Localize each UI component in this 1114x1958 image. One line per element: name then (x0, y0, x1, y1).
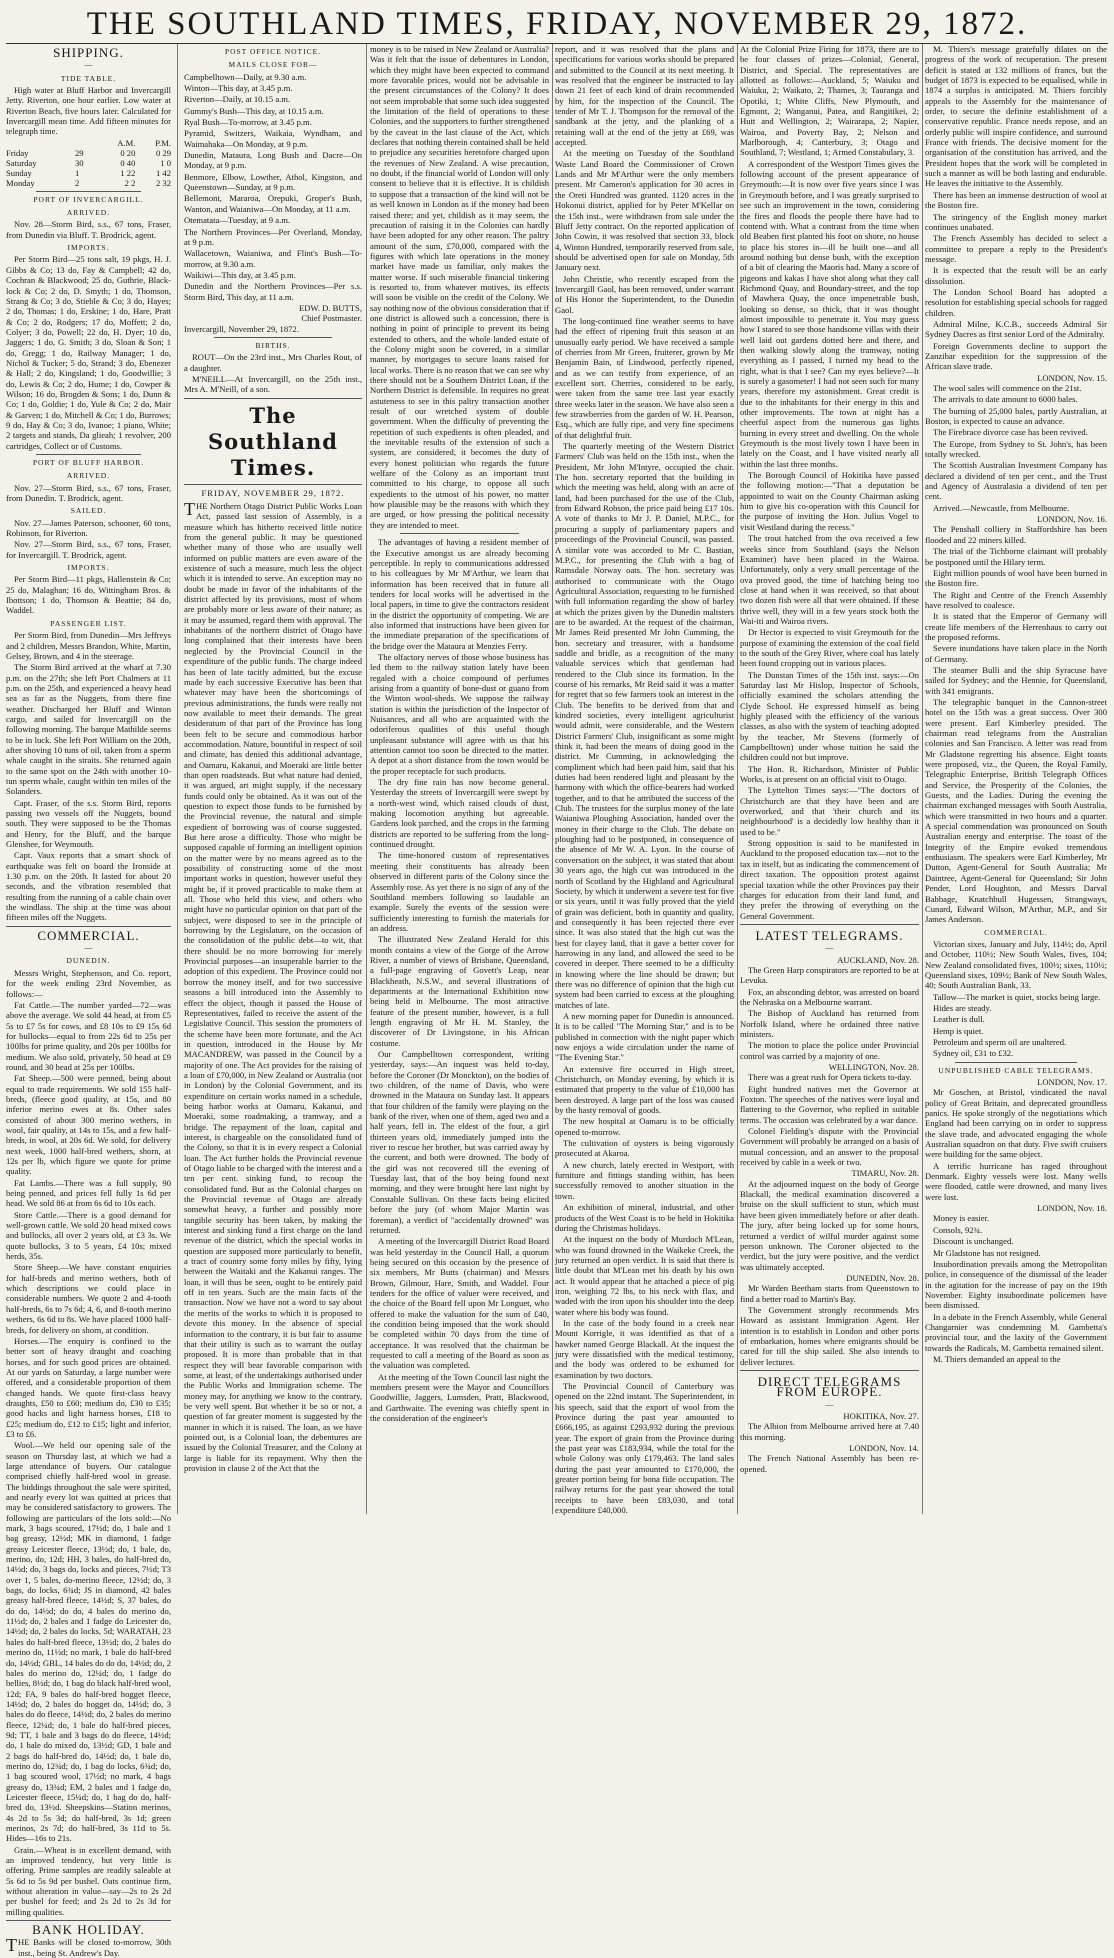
paragraph: A new church, lately erected in Westport, with furniture and fittings standing within, has been successfully removed to another situation in the town. (555, 1159, 734, 1201)
paragraph: M'NEILL—At Invercargill, on the 25th inst., Mrs A. M'Neill, of a son. (184, 373, 362, 395)
paragraph: Arrived.—Newcastle, from Melbourne. (933, 502, 1070, 513)
paragraph: The cultivation of oysters is being vigorously prosecuted at Akaroa. (555, 1138, 734, 1159)
divider (400, 533, 519, 534)
paragraph: Strong opposition is said to be manifested in Auckland to the proposed education tax—not to the tax in itself, but as indicating the commencement of direct taxation. The opposition protest against special taxation while the other Provinces pay their charges for education from their land fund, and they prefer the throwing of everything on the General Government. (740, 838, 919, 921)
paragraph: Insubordination prevails among the Metropolitan police, in consequence of the dismissal of the leader in the agitation for the increase of pay on the 19th November. Eighty insubordinate policemen have been dismissed. (925, 1258, 1107, 1311)
paragraph: The olfactory nerves of those whose business has led them to the railway station lately have been regaled with a choice compound of perfumes arising from a quantity of bone-dust or guano from the Winton wool-sheds. We suppose the railway station is within the jurisdiction of the Inspector of Nuisances, and all who are acquainted with the odoriferous qualities of this useful though unpleasant substance will agree with us that his attention cannot too soon be directed to the matter. A depot at a short distance from the town would be the proper receptacle for such products. (370, 651, 549, 776)
dateline: LONDON, Nov. 16. (1037, 514, 1107, 525)
paragraph: Leather is dull. (933, 1014, 985, 1025)
paragraph: The long-continued fine weather seems to have had the effect of ripening fruit this season at an unusually early period. We have received a sample of cherries from Mr Green, fruiterer, grown by Mr Benjamin Bain, of Lindwood, perfectly ripened, and as we can testify from experience, of an excellent sort. Cherries, considered to be early, were taken from the same tree last year exactly three weeks later in the season. We have also seen a few strawberries from the garden of W. H. Pearson, Esq., which are fully ripe, and very fine specimens of that delightful fruit. (555, 315, 734, 440)
table-row (6, 168, 171, 178)
mail-item: Otematata—Tuesday, at 9 a.m. (184, 215, 291, 226)
mail-item: Campbelltown—Daily, at 9.30 a.m. (184, 71, 307, 82)
table-row (6, 178, 171, 188)
masthead: THE SOUTHLAND TIMES, FRIDAY, NOVEMBER 29, 1872. (86, 6, 1028, 42)
paragraph: Store Cattle.—There is a good demand for well-grown cattle. We sold 20 head mixed cows and bullocks, all over 2 years old, at £3 3s. We quote bullocks, 3 to 5 years, £4 10s; mixed herds, 35s. (6, 1209, 171, 1262)
paragraph: Fox, an absconding debtor, was arrested on board the Nebraska on a Melbourne warrant. (740, 986, 919, 1007)
paragraph: Sydney oil, £31 to £32. (933, 1048, 1014, 1059)
column-1 (6, 44, 171, 1958)
paragraph: The quarterly meeting of the Western District Farmers' Club was held on the 15th inst., when the President, Mr John M'Intyre, occupied the chair. The hon. secretary reported that the building in which the meeting was held, along with an acre of land, had been purchased for the use of the Club, from Edward Robson, the price paid being £17 10s. A vote of thanks to Mr J. P. Daniel, M.P.C., for procuring a supply of parliamentary papers and proceedings of the Provincial Council, was passed. A similar vote was accorded to Mr C. Bastian, M.P.C., for presenting the Club with a bag of Ramsdale Norway oats. The hon. secretary was authorised to communicate with the Otago Agricultural Association, requesting to be furnished with full information regarding the show of barley at which the prizes given by the Dunedin maltsters are to be awarded. At the request of the chairman, Mr James Reid presented Mr John Cumming, the hon. secretary and treasurer, with a handsome saddle and bridle, as a recognition of the many valuable services which that gentleman had rendered to the Club since its formation. In the course of his remarks, Mr Reid said it was a matter for regret that so few farmers took an interest in the Club. The benefits to be derived from that and kindred societies, every intelligent agriculturist would admit, were considerable, and the Western District Farmers' Club, insignificant as some might think it, had been the means of doing good in the district. Mr Cumming, in acknowledging the compliment which had been paid him, said that his duties had been rendered light and pleasant by the harmony with which the office-bearers had worked together, and to that he attributed the success of the Club. The trustees for the surplus money of the late Waianiwa Ploughing Association, handed over the money in their charge to the Club. The debate on ploughing had to be postponed, in consequence of the absence of Mr W. A. Lyon. In the course of conversation on the subject, it was stated that about 30 years ago, the high cut was introduced in the north of Scotland by the Highland and Agricultural Society, by which it underwent a severe test for five or six years, until it was fully proved that the yield of grain was deficient, both in quantity and quality, and consequently it has been rejected there ever since. It was also stated that the high cut was the best for clayey land, that it gave a better cover for harrowing in any land, and allowed the seed to be covered in deeper. There seemed to be a difficulty in knowing where the line should be drawn; but there was no difference of opinion that the high cut system had been carried to excess at the ploughing matches of late. (555, 441, 734, 1010)
column-6 (925, 44, 1107, 1514)
paragraph: Eight million pounds of wool have been burned in the Boston fire. (925, 567, 1107, 589)
paragraph: The trout hatched from the ova received a few weeks since from Southland (says the Nelson Examiner) have been placed in the Wairoa. Unfortunately, only a very small percentage of the ova proved good, the time of hatching being too close at hand when it was received, so that about two dozen fish were all that were obtained. If these thrive well, they will in a few years stock both the Wai-iti and Wairoa rivers. (740, 533, 919, 626)
paragraph: The Firebrace divorce case has been revived. (933, 427, 1088, 438)
paragraph: ROUT—On the 23rd inst., Mrs Charles Rout, of a daughter. (184, 352, 362, 373)
subheading: IMPORTS. (67, 563, 110, 573)
paragraph: report, and it was resolved that the plans and specifications for various works should be prepared and submitted to the Council at its next meeting. It was resolved that the engineer be instructed to lay down 21 feet of each kind of drain recommended by him, for the inspection of the Council. The tender of Mr T. J. Thompson for the removal of the sandbank at the jetty, and the planking of a retaining wall at the end of the jetty at £69, was accepted. (555, 44, 734, 148)
paragraph: Mr Warden Beetham starts from Queenstown to find a better road to Martin's Bay. (740, 1283, 919, 1304)
paragraph: The time-honored custom of representatives meeting their constituents has already been observed in different parts of the Colony since the Assembly rose. As yet there is no sign of any of the Southland members following so laudable an example. Surely the events of the session were sufficiently interesting to furnish the materials for an address. (370, 850, 549, 933)
paragraph: Grain.—Wheat is in excellent demand, with an improved tendency, but very little is offering. Prime samples are readily saleable at 5s 6d to 5s 9d per bushel. Oats continue firm, without alteration in value—say—2s to 2s 2d per bushel for feed; and 2s 2d to 2s 3d for milling qualities. (6, 1844, 171, 1917)
paragraph: An exhibition of mineral, industrial, and other products of the West Coast is to be held in Hokitika during the Christmas holidays. (555, 1202, 734, 1233)
paper-title: The Southland Times. (208, 402, 338, 480)
dateline: FRIDAY, NOVEMBER 29, 1872. (201, 487, 345, 498)
paragraph: Fat Lambs.—There was a full supply, 90 being penned, and prices fell fully 1s 6d per head. We sold 86 at from 6s 6d to 10s each. (6, 1177, 171, 1209)
paragraph: Foreign Governments decline to support the Zanzibar expedition for the suppression of the African slave trade. (925, 340, 1107, 372)
mail-item: Bellemont, Mararoa, Orepuki, Groper's Bush, Wanton, and Waianiwa—On Monday, at 11 a.m. (184, 193, 362, 214)
paragraph: The telegraphic banquet in the Cannon-street hotel on the 15th was a great success. Over 300 were present. Earl Kimberley presided. The chairman read telegrams from the Australian colonies and San Francisco. A letter was read from Mr Gladstone regretting his absence. Eight toasts were proposed, viz., the Queen, the Royal Family, Telegraphic Enterprise, British Telegraph Offices and Service, the Prosperity of the Colonies, the Guests, and the Ladies. During the evening the chairman exchanged messages with South Australia, which were transmitted in two hours and a quarter. A special commendation was pronounced on South Australian energy and enterprise. The toast of the Integrity of the Empire evoked tremendous enthusiasm. The speakers were Earl Kimberley, Mr Dutton, Agent-General for South Australia; Mr Daintree, Agent-General for Queensland; Sir John Pender, Lord Houghton, and Messrs Darval Babbage, Knatchbull Hugessen, Strangways, Cunard, Edward Wilson, M'Arthur, M.P., and Sir James Anderson. (925, 696, 1107, 925)
paragraph: Nov. 27—James Paterson, schooner, 60 tons, Robinson, for Riverton. (6, 517, 171, 539)
paragraph: The burning of 25,000 bales, partly Australian, at Boston, is expected to cause an advance. (925, 405, 1107, 427)
paragraph: The Europe, from Sydney to St. John's, has been totally wrecked. (925, 438, 1107, 460)
paragraph: John Christie, who recently escaped from the Invercargill Gaol, has been removed, under warrant of His Honor the Superintendent, to the Dunedin Gaol. (555, 273, 734, 315)
paragraph: The arrivals to date amount to 6000 bales. (933, 394, 1078, 405)
subheading: MAILS CLOSE FOR— (228, 60, 318, 70)
paragraph: Our Campbelltown correspondent, writing yesterday, says:—An inquest was held to-day, before the Coroner (Dr Monckton), on the bodies of two children, of the name of Davis, who were drowned in the Mataura on Sunday last. It appears that four children of the family were playing on the bank of the river, when one of them, aged two and a half years, fell in. The eldest of the four, a girl thirteen years old, immediately jumped into the river to rescue her brother, but was carried away by the current, and both were drowned. The body of the girl was not recovered till the evening of Tuesday last, that of the boy being found next morning, and they were brought here last night by Constable Sullivan. On these facts being elicited before the jury (of whom Major Martin was foreman), a verdict of "accidentally drowned" was returned. (370, 1049, 549, 1235)
editorial-paragraph: THE Northern Otago District Public Works Loan Act, passed last session of Assembly, is a measure which has hitherto received little notice from the general public. It may be questioned whether many of those who are usually well informed on public matters are even aware of the existence of such a measure, much less the object which it is intended to serve. An exception may no doubt be made in favor of the inhabitants of the district affected by its provisions, most of whom are probably more or less aware of their nature; as it may be assumed, regard them with approval. The inhabitants of the northern district of Otago have long complained that their interests have been neglected by the Provincial Council in the expenditure of the public funds. The charge indeed has been of late tacitly admitted, but the excuse made by each successive Executive has been that whatever may have been the shortcomings of previous administrations, the funds were really not now available to meet their demands. The great desideratum of that part of the Province has long been felt to be secure and commodious harbor accommodation. Nature, bountiful in respect of soil and climate, has denied this additional advantage, and Oamaru, Kakanui, and Moeraki are little better than open roadsteads. But what nature had denied, it was argued, art might supply, if the necessary funds could only be obtained. As it was out of the question to expect those funds to be furnished by the Provincial revenue, the natural and simple expedient of borrowing was of course suggested. But here arose a difficulty. Those who might be supposed capable of forming an intelligent opinion on the matter were by no means agreed as to the possibility of constructing some of the most important works in question, however useful they might be, if it proved practicable to make them at all. Those who held this view, and others who might have no particular opinion on that part of the subject, were disposed to see in the principle of borrowing by the Legislature, on the occasion of the consolidation of the public debt—to wit, that there should be no more borrowing for merely Provincial purposes—an insuperable barrier to the adoption of this expedient. The Province could not borrow the money itself, and for two successive seasons a bill introduced into the Assembly to effect the object, though it passed the House of Representatives, failed to receive the assent of the Legislative Council. This session the promoters of the scheme have been more fortunate, and the Act in question, introduced in the House by Mr MACANDREW, was passed in the Council by a majority of one. The Act provides for the raising of a loan of £70,000, in New Zealand or Australia (not in London) by the Colonial Government, and its expenditure on certain works named in a schedule, being harbor works at Oamaru, Kakanui, and Moeraki, some roadmaking, a tramway, and a bridge. The repayment of the loan, capital and interest, is chargeable on the consolidated fund of the Colony, so that it is in every respect a Colonial loan. The Act further holds the Provincial revenue of Otago liable to be charged with the interest and a ten per cent. sinking fund, to recoup the consolidated fund. But as the Colonial charges on the Provincial revenue of Otago are already somewhat heavy, a further and possibly more tangible security has been taken, by making the interest and sinking fund a first charge on the land revenue of the district, which the special works in question are supposed more particularly to benefit, a tract of country some forty miles by fifty, lying between the Waitaki and the Kakanui ranges. The loan, it will thus be seen, ought to be entirely paid off in ten years. Such are the main facts of the transaction. Now we have not a word to say about the merits of the works to which it is proposed to devote this money. In the absence of special information to the contrary, it is but fair to assume that their utility is such as to warrant the outlay proposed. It is more than probable that in that respect they will bear favorable comparison with some, at least, of the undertakings authorised under the Public Works and Immigration scheme. The money may, for anything we know to the contrary, be very well spent. But whether it be so or not, a question of far greater moment is suggested by the manner in which it is raised. The loan, as we have pointed out, is a Colonial loan, the debentures are issued by the Colonial Treasurer, and the Colony at large is liable for its repayment. Why then the provision in clause 2 of the Act that the (184, 499, 362, 1473)
paragraph: Tallow—The market is quiet, stocks being large. (933, 991, 1101, 1002)
divider: — (825, 1399, 834, 1409)
paragraph: Per Storm Bird, from Dunedin—Mrs Jeffreys and 2 children, Messrs Brandon, White, Martin, Gelsey, Brown, and 4 in the steerage. (6, 630, 171, 661)
paragraph: The illustrated New Zealand Herald for this month contains a view of the Gorge of the Arrow River, a number of views of Brisbane, Queensland, a full-page engraving of Govett's Leap, near Blackheath, N.S.W., and several illustrations of departments at the International Exhibition now being held in Melbourne. The most attractive feature of the present number, however, is a full length engraving of Mr H. M. Stanley, the discoverer of Dr Livingstone, in his African costume. (370, 934, 549, 1048)
paragraph: In the case of the body found in a creek near Mount Korrigle, it was identified as that of a hawker named George Blackall. At the inquest the jury were dissatisfied with the medical testimony, and the body was ordered to be exhumed for examination by two doctors. (555, 1317, 734, 1380)
dateline: LONDON, Nov. 17. (1037, 1077, 1107, 1087)
paragraph: Per Storm Bird—11 pkgs, Hallenstein & Co; 25 do, Malaghan; 16 do, Wittingham Bros. & Ibottson; 1 do, Thomson & Beattie; 84 do, Waddel. (6, 574, 171, 616)
paragraph: In a debate in the French Assembly, while General Changarnier was condemning M. Gambetta's provincial tour, and the laxity of the Government towards the Radicals, M. Gambetta remained silent. (925, 1311, 1107, 1353)
section-heading: PORT OF INVERCARGILL. (33, 194, 144, 204)
column-2 (184, 44, 362, 1514)
divider: — (825, 943, 834, 953)
paragraph: The Storm Bird arrived at the wharf at 7.30 p.m. on the 27th; she left Port Chalmers at 11 p.m. on the 25th, and experienced a heavy head sea as far as the Nuggets, from there fine weather. Discharged her Bluff and Winton cargo, and sailed for Invercargill on the following morning. The barque Mathilde seems to be in luck. She left Port William on the 20th, after shoving 10 tuns of oil, taken from a sperm whale caught in the straits. She returned again to the same spot on the 24th with another 10-tun sperm whale, caught within ten miles of the Solanders. (6, 662, 171, 797)
paragraph: An extensive fire occurred in High street, Christchurch, on Monday evening, by which it is estimated that property to the value of £10,000 has been destroyed. A large part of the loss was caused by the hasty removal of goods. (555, 1063, 734, 1116)
paragraph: The wool sales will commence on the 21st. (933, 383, 1082, 393)
shipping-heading: SHIPPING. (53, 45, 124, 60)
paragraph: Consols, 92¾. (933, 1224, 983, 1235)
paragraph: The Lyttelton Times says:—"The doctors of Christchurch are that they have been and are overworked, and that 'their church and its neighbourhood' is a decidedly low healthy than it used to be." (740, 785, 919, 837)
paragraph: Messrs Wright, Stephenson, and Co. report, for the week ending 23rd November, as follows:— (6, 967, 171, 999)
paragraph: It is expected that the result will be an early dissolution. (925, 265, 1107, 286)
paragraph: A terrific hurricane has raged throughout Denmark. Eighty vessels were lost. Many wells were flooded, cattle were drowned, and many lives were lost. (925, 1160, 1107, 1202)
paragraph: M. Thiers demanded an appeal to the (933, 1353, 1061, 1364)
paragraph: The Dunstan Times of the 15th inst. says:—On Saturday last Mr Hislop, Inspector of Schools, officially examined the scholars attending the Clyde School. He expressed himself as being highly pleased with the efficiency of the various classes, as also with the system of teaching adopted by the teacher, Mr Stevens (formerly of Campbelltown) under whose tuition he said the children could not but improve. (740, 669, 919, 763)
paragraph: Eight hundred natives met the Governor at Foxton. The speeches of the natives were loyal and flattering to the Governor, who replied in suitable terms. The occasion was celebrated by a war dance. (740, 1083, 919, 1125)
divider (184, 398, 362, 399)
paragraph: Severe inundations have taken place in the North of Germany. (925, 643, 1107, 664)
divider (6, 926, 171, 927)
births-heading: BIRTHS. (255, 340, 291, 350)
column-divider (177, 44, 178, 1514)
editorial-paragraph: money is to be raised in New Zealand or Australia? Was it felt that the issue of debentures in London, which they might have been expected to command more favorable prices, would not be advisable in the present circumstances of the Colony? It does not seem improbable that some such idea suggested the limitation of the field of operations to these Colonies, and the supporters to further strengthened by the caveat in the last clause of the Act, which declares that nothing therein contained shall be held to prejudice any securities heretofore charged upon the revenues of New Zealand. A wise precaution, no doubt, if the financial world of London will only consent to believe that it is effective. It is childish to suppose that a transaction of the kind will not be as well known in London as if the money had been raised there; and yet, childish as it may seem, the precaution of raising it in the Colonies can hardly have been adopted for any other reason. The paltry amount of the sum, £70,000, compared with the figures with which late operations in the money market have made us familiar, only makes the matter worse. If such miserable financial tinkering is resorted to, from whatever motives, its effects will soon be visible on the credit of the Colony. We say nothing now of the obvious consideration that if one district is allowed such a concession, there is nothing in point of principle to prevent its being extended to others, and the whole landed estate of the Colony might soon be covered, in a similar manner, by mortgages to secure loans raised for local works. There is no reason that we can see why there should not be a Southern District Loan, if the Northern District is defensible. In requires no great astuteness to see in this paltry transaction another result of our wretched system of double government. When the difficulty of preventing the repetition of such expedients is often pleaded, and the inevitable results of the extension of such a system, are considered, it becomes the duty of every honest politician who regards the future welfare of the Colony as an important trust committed to his charge, to oppose all such expedients to the utmost of his power, no matter how plausible may be the reasons with which they are urged, or how pressing the political necessity they are intended to meet. (370, 44, 550, 530)
paragraph: Mr Goschen, at Bristol, vindicated the naval policy of Great Britain, and deprecated groundless panics. He spoke strongly of the negotiations which England had been carrying on in order to suppress the slave trade, and advocated engaging the whole Australian squadron on that duty. Five swift cruisers were building for the same object. (925, 1087, 1107, 1160)
paragraph: Mr Gladstone has not resigned. (933, 1247, 1041, 1258)
mail-item: Dunedin and the Northern Provinces—Per s.s. Storm Bird, This day, at 11 a.m. (184, 281, 362, 302)
paragraph: The stringency of the English money market continues unabated. (925, 211, 1107, 232)
divider (740, 924, 919, 925)
paragraph: Nov. 27—Storm Bird, s.s., 67 tons, Fraser, from Dunedin. T. Brodrick, agent. (6, 482, 171, 504)
column-5 (740, 44, 919, 1514)
subheading: SAILED. (70, 506, 107, 516)
subheading: IMPORTS. (67, 243, 110, 253)
paragraph: The Green Harp conspirators are reported to be at Levuka. (740, 964, 919, 986)
paragraph: Fat Cattle.—The number yarded—72—was above the average. We sold 44 head, at from £5 5s to £7 5s for cows, and £8 10s to £9 15s 6d for bullocks—equal to from 22s 6d to 25s per 100lbs for prime quality, and 20s per 100lbs for medium. We also sold, privately, 50 head at £9 round, and 30 head at 25s per 100lbs. (6, 999, 171, 1072)
table-row (6, 158, 171, 168)
commercial-heading: COMMERCIAL. (984, 927, 1048, 937)
column-4 (555, 44, 734, 1514)
column-divider (737, 44, 738, 1514)
table-row (6, 148, 171, 158)
tide-header-row (6, 138, 171, 148)
subheading: DUNEDIN. (66, 956, 111, 966)
paragraph: The Scottish Australian Investment Company has declared a dividend of ten per cent., and the Trust and Agency of Australasia a dividend of ten per cent. (925, 460, 1107, 502)
direct-telegrams-heading: DIRECT TELEGRAMS FROM EUROPE. (757, 1373, 902, 1400)
paragraph: Victorian sixes, January and July, 114½; do, April and October, 110½; New South Wales, fives, 104; New Zealand consolidated fives, 100½; sixes, 110½; Queensland sixes, 109½; Bank of New South Wales, 40; South Australian Bank, 33. (925, 938, 1107, 991)
paragraph: There has been an immense destruction of wool at the Boston fire. (925, 189, 1107, 211)
tide-pm: 1 42 (155, 167, 171, 178)
paragraph: At the Colonial Prize Firing for 1873, there are to be four classes of prizes—Colonial, General, District, and Special. The representatives are allotted as follows:—Auckland, 5; Waiuku and Waiuku, 2; Waikato, 2; Thames, 3; Tauranga and Opotiki, 1; White Cliffs, New Plymouth, and Egmont, 2; Wanganui, Patea, and Rangitikei, 2; Hutt and Wellington, 2; Wairarapa, 2; Napier, Wairoa, and Poverty Bay, 2; Nelson and Marlborough, 4; Canterbury, 3; Otago and Southland, 7; Westland, 1; Armed Constabulary, 3. (740, 44, 919, 158)
paragraph: At the meeting on Tuesday of the Southland Waste Land Board the Commissioner of Crown Lands and Mr M'Arthur were the only members present. Mr Cameron's application for 30 acres in the Oreti Hundred was granted. 1120 acres in the Hokonui district, applied for by Peter M'Kellar on the 15th inst., were withdrawn from sale under the Bluff Jetty contract. On the reported application of John Cowin, it was resolved that section 33, block 4, Winton Hundred, temporarily reserved from sale, should be advertised open for sale on Monday, 5th January next. (555, 148, 734, 273)
tide-table-heading: TIDE TABLE. (60, 73, 117, 83)
cable-telegrams-heading: UNPUBLISHED CABLE TELEGRAMS. (938, 1065, 1094, 1075)
paragraph: Colonel Fielding's dispute with the Provincial Government will probably be arranged on a basis of mutual concession, and an answer to the proposal received by cable in a week or two. (740, 1126, 919, 1168)
paragraph: M. Thiers's message gratefully dilates on the progress of the work of recuperation. The present deficit is stated at 132 millions of francs, but the budget of 1873 is expected to be equalised, while in 1874 a surplus is anticipated. M. Thiers forcibly appeals to the Assembly for the maintenance of order, to secure the definite establishment of a conservative republic. France needs repose, and an orderly public will inspire confidence, and surround France with friends. The decisive moment for the organisation of the constitution has arrived, and the President hopes that the work will be completed in such a manner as will be both lasting and endurable. He leaves the initiative to the Assembly. (925, 44, 1107, 189)
paragraph: At the adjourned inquest on the body of George Blackall, the medical examination discovered a bruise on the skull sufficient to stun, which must have been given immediately before or after death. The jury, after being locked up for some hours, returned a verdict of wilful murder against some person unknown. The Coroner objected to the verdict, but the jury were positive, and the verdict was ultimately accepted. (740, 1178, 919, 1272)
dateline: DUNEDIN, Nov. 28. (846, 1272, 919, 1283)
dateline: HOKITIKA, Nov. 27. (843, 1411, 919, 1421)
paragraph: THE Banks will be closed to-morrow, 30th inst., being St. Andrew's Day. (6, 1935, 171, 1958)
paragraph: The new hospital at Oamaru is to be officially opened to-morrow. (555, 1116, 734, 1137)
paragraph: At the inquest on the body of Murdoch M'Lean, who was found drowned in the Waikeke Creek, the jury returned an open verdict. It is said that there is little doubt that M'Lean met his death by his own act. It would appear that he attached a piece of pig iron, weighing 72 lbs, to his neck with flax, and waded with the iron upon his shoulder into the deep water where his body was found. (555, 1234, 734, 1317)
mail-item: Waikiwi—This day, at 3.45 p.m. (184, 269, 296, 280)
latest-telegrams-heading: LATEST TELEGRAMS. (755, 927, 904, 943)
tide-pm: 2 32 (155, 177, 171, 188)
mail-item: Winton—This day, at 3.45 p.m. (184, 83, 293, 94)
mail-item: The Northern Provinces—Per Overland, Monday, at 9 p.m. (184, 226, 362, 247)
paragraph: The Borough Council of Hokitika have passed the following motion:—"That a deputation be appointed to wait on the County Chairman asking him to give his co-operation with this Council for the purpose of inviting the Hon. Julius Vogel to visit Westland during the recess." (740, 470, 919, 532)
tide-col-pm: P.M. (155, 137, 171, 148)
paragraph: Money is easier. (933, 1213, 990, 1224)
paragraph: The Right and Centre of the French Assembly have resolved to coalesce. (925, 589, 1107, 610)
subheading: PASSENGER LIST. (50, 618, 127, 628)
column-divider (366, 44, 367, 1514)
signature-name: EDW. D. BUTTS, (299, 302, 362, 313)
paragraph: Hemp is quiet. (933, 1025, 984, 1036)
paragraph: Nov. 28—Storm Bird, s.s., 67 tons, Fraser, from Dunedin via Bluff. T. Brodrick, agent. (6, 219, 171, 240)
paragraph: Capt. Fraser, of the s.s. Storm Bird, reports passing two vessels off the Nuggets, bound south. They were supposed to be the Thomas and Henry, for the Bluff, and the barque Glenshee, for Weymouth. (6, 797, 171, 850)
paragraph: Store Sheep.—We have constant enquiries for half-breds and merino wethers, both of which descriptions we could place in considerable numbers. We quote 2 and 4-tooth half-breds, 6s to 7s 6d; 4, 6, and 8-tooth merino wethers, 6s 6d to 8s. We have placed 1000 half-breds, for delivery on shorn, at condition. (6, 1262, 171, 1335)
paragraph: At the meeting of the Town Council last night the members present were the Mayor and Councillors Goodwillie, Jaggers, Lumsden, Pratt, Blackwood, and Garthwaite. The evening was chiefly spent in the consideration of the engineer's (370, 1371, 549, 1424)
tide-am: 1 22 (120, 167, 136, 178)
paragraph: Capt. Vaux reports that a smart shock of earthquake was felt on board the Ironside at 1.30 p.m. on the 20th. It lasted for about 20 seconds, and the vibration resembled that resulting from the running of a cable chain over the windlass. The ship at the time was about fifteen miles off the Nuggets. (6, 850, 171, 923)
tide-am: 2 2 (124, 177, 136, 188)
tide-am: 0 40 (120, 157, 136, 168)
dateline: LONDON, Nov. 15. (1037, 372, 1107, 383)
divider: — (84, 60, 93, 70)
paragraph: Horses.—The enquiry is confined to the better sort of heavy draught and coaching horses, and for such good prices are obtained. At our yards on Saturday, a large number were offered, and a considerable proportion of them changed hands. We quote first-class heavy draughts, £50 to £60; medium do, £30 to £35; good hacks and light harness horses, £18 to £25; medium do, £12 to £15; light and inferior, £3 to £6. (6, 1335, 171, 1439)
paragraph: The French Assembly has decided to select a committee to prepare a reply to the President's message. (925, 233, 1107, 264)
paragraph: The Bishop of Auckland has returned from Norfolk Island, where he ordained three native ministers. (740, 1008, 919, 1039)
tide-table (6, 138, 171, 188)
tide-pm: 1 0 (160, 157, 171, 168)
column-divider (922, 44, 923, 1514)
paragraph: Nov. 27—Storm Bird, s.s., 67 tons, Fraser, for Invercargill. T. Brodrick, agent. (6, 539, 171, 560)
divider (214, 337, 332, 338)
divider: — (84, 943, 93, 953)
paragraph: Hides are steady. (933, 1002, 992, 1013)
post-office-heading: POST OFFICE NOTICE. (224, 47, 322, 56)
paragraph: Admiral Milne, K.C.B., succeeds Admiral Sir Sydney Dacres as first senior Lord of the Admiralty. (925, 318, 1107, 340)
paragraph: The motion to place the police under Provincial control was carried by a majority of one. (740, 1040, 919, 1061)
tide-date: 29 (75, 147, 84, 158)
tide-am: 0 20 (120, 147, 136, 158)
bank-holiday-heading: BANK HOLIDAY. (32, 1922, 145, 1938)
tide-date: 30 (75, 157, 84, 168)
paragraph: Wool.—We held our opening sale of the season on Thursday last, at which we had a large attendance of buyers. Our catalogue comprised chiefly half-bred wool in grease. The biddings throughout the sale were spirited, and nearly every lot was quitted at prices that may be considered satisfactory to growers. The following are particulars of the lots sold:—No mark, 3 bags scoured, 17½d; do, 1 bale and 1 bag greasy, 12½d; MK in diamond, 1 fadge greasy Leicester fleece, 13½d; do, 1 bale, do, merino, do, 12d; HH, 3 bales, do half-bred do, 14½d; do, 3 bags do, locks and pieces, 7½d; T3 over 1, 5 bales, do-merino fleece, 12½d; do, 3 bags, do locks, 6¾d; JS in diamond, 42 bales greasy half-bred fleece, 14½d; S, 37 bales, do do do, 14½d; do do, 4 bales do merino do, 11½d; do, 2 bales and 1 fadge do Leicester do, 14½d; do, 2 bales do locks, 5d; WARATAH, 23 bales do half-bred fleece, 13½d; do, 2 bales do merino do, 11½d; no mark, 1 bale do half-bred do, 14½d; GBL, 14 bales do do do, 14½d; do, 2 bales do merino do, 12¼d; do, 1 fadge do bellies, 8½d; do, 1 bag do black half-bred wool, 12d; FA, 9 bales do half-bred hogget fleece, 14½d; do, 2 bales do hogget do, 14½d; do, 3 bales do do fleece, 14½d; do, 2 bales do merino fleece, 12¼d; do, 1 bale do half-bred pieces, 9d; TT, 1 bale and 3 bags do do fleece, 14½d; do, 1 bale do mixed do, 13½d; GD, 1 bale and 2 bags do half-bred do, 14½d; do, 1 bale do, merino do, 12¾d; do, 1 bag do locks, 6¾d; do, 1 bag scoured wool, 17½d; no mark, 4 bags greasy do, 13¾d; EM, 2 bales and 1 fadge do, Leicester fleece, 15¼d; do, 1 bag do do, half-bred do, 13½d. Sheepskins—Station merinos, 4s 2d to 5s 3d; do half-bred, 3s 1d; green merinos, 2s 7d; do half-bred, 3s 11d to 5s. Hides—16s to 21s. (6, 1440, 171, 1844)
paragraph: A correspondent of the Westport Times gives the following account of the present appearance of Greymouth:—It is now over five years since I was in Greymouth before, and I was greatly surprised to see such an improvement in the town, considering the fires and floods the people there have had to contend with. What a contrast from the time when old Beaben first planted his foot on shore, no house to place his stores in—ill he built one—and all around nothing but dense bush, with the exception of a bit of clearing the Maoris had. Many a score of pigeons and kakas I have shot along what they call Richmond Quay, and Boundary-street, and the top of Mawhera Quay, the once impenetrable bush, looking so dense, so thick, that it was thought almost impossible to penetrate it. You may guess how I stared to see those handsome villas with their well laid out gardens dotted here and there, and then walking slowly along the tramway, noting everything as I passed, I turned my head to the right, what is that I see? Can my eyes believe?—It is surely a gasometer! I had not seen such for many years, therefore my astonishment. Great credit is due to the inhabitants for their energy in this and other improvements. The town at night has a cheerful aspect from the numerous gas lights burning in every street and dwelling. On the whole Greymouth is the most lively town I have been in lately on the Coast, and I have visited nearly all within the last three months. (740, 158, 919, 469)
divider (184, 484, 362, 485)
mail-item: Dunedin, Mataura, Long Bush and Dacre—On Monday, at 9 p.m. (184, 150, 362, 171)
signature-place: Invercargill, November 29, 1872. (184, 323, 299, 334)
divider (36, 454, 141, 455)
paragraph: There was a great rush for Opera tickets to-day. (748, 1072, 912, 1083)
tide-day: Saturday (6, 157, 37, 168)
paragraph: The Albion from Melbourne arrived here at 7.40 this morning. (740, 1421, 919, 1442)
paragraph: The steamer Bulli and the ship Syracuse have sailed for Sydney; and the Hennie, for Queensland, with 341 emigrants. (925, 664, 1107, 696)
divider (740, 1370, 919, 1371)
paragraph: The dry fine rain has now become general. Yesterday the streets of Invercargill were swept by a north-west wind, which raised clouds of dust, making locomotion anything but agreeable. Gardens look parched, and the crops in the farming districts are reported to be suffering from the long-continued drought. (370, 777, 549, 850)
paragraph: The trial of the Tichborne claimant will probably be postponed until the Hilary term. (925, 546, 1107, 567)
mail-item: Wallacetown, Waianiwa, and Flint's Bush—To-morrow, at 9.30 a.m. (184, 248, 362, 269)
divider (6, 1920, 171, 1921)
paragraph: The advantages of having a resident member of the Executive amongst us are already becoming perceptible. In reply to communications addressed to his colleagues by Mr M'Arthur, we learn that information has been received that in future all tenders for local works will be advertised in the local papers, in time to give the contractors resident in the district the opportunity of competing. We are also informed that instructions have been given for the immediate preparation of the specifications of the bridge over the Mataura at Menzies Ferry. (370, 537, 549, 651)
paragraph: Discount is unchanged. (933, 1236, 1014, 1247)
paragraph: The London School Board has adopted a resolution for establishing special schools for ragged children. (925, 286, 1107, 318)
signature-title: Chief Postmaster. (301, 313, 362, 324)
section-heading: PORT OF BLUFF HARBOR. (32, 458, 145, 467)
tide-date: 1 (75, 167, 80, 178)
tide-day: Monday (6, 177, 35, 188)
paragraph: It is stated that the Emperor of Germany will create life members of the Herrenhaus to carry out the proposed reforms. (925, 611, 1107, 642)
mail-item: Riverton—Daily, at 10.15 a.m. (184, 94, 291, 105)
dateline: AUCKLAND, Nov. 28. (837, 954, 919, 965)
subheading: ARRIVED. (66, 208, 111, 218)
dateline: WELLINGTON, Nov. 28. (828, 1062, 919, 1072)
paragraph: Dr Hector is expected to visit Greymouth for the purpose of examining the extension of the coal field to the south of the Grey River, where coal has lately been found cropping out in various places. (740, 627, 919, 669)
dateline: LONDON, Nov. 18. (1037, 1203, 1107, 1214)
tide-pm: 0 29 (155, 147, 171, 158)
tide-day: Friday (6, 147, 29, 158)
tide-date: 2 (75, 177, 80, 188)
paragraph: Fat Sheep.—500 were penned, being about equal to trade requirements. We sold 155 half-breds, (fleece good quality, at 15s, and 80 inferior merino ewes at 8s. Other sales consisted of about 300 merino wethers, in wool, fair quality, at 14s to 15s, and a few half-breds, in wool, at 20s 6d. We sold, for delivery next week, 1000 half-bred wethers, shorn, at 12s per lb, which figure we quote for prime quality. (6, 1073, 171, 1177)
paragraph: A meeting of the Invercargill District Road Board was held yesterday in the Council Hall, a quorum being secured on this occasion by the presence of six members, Mr Butts (chairman) and Messrs Brown, Gilmour, Hare, Smith, and Waddel. Four tenders for the office of valuer were received, and the choice of the Board fell upon Mr Longuet, who offered to make the valuation for the sum of £40, the condition being imposed that the work should be completed within 70 days from the time of acceptance. It was resolved that the chairman be requested to call a meeting of the Board as soon as the valuation was completed. (370, 1236, 549, 1371)
tide-col-am: A.M. (117, 137, 136, 148)
paragraph: The Government strongly recommends Mrs Howard as assistant Immigration Agent. Her intention is to establish in London and other ports of embarkation, homes where emigrants should be cared for till the ship sailed. She also intends to deliver lectures. (740, 1304, 919, 1367)
paragraph: Per Storm Bird—25 tons salt, 19 pkgs, H. J. Gibbs & Co; 13 do, Fay & Campbell; 42 do, Cochran & Blackwood; 25 do, Guthrie, Black-lock & Co; 2 do, D. Smyth; 1 do, Thomson, Strang & Co; 3 do, Stieble & Co; 3 do, Hayes; 2 do, Thomas; 1 do, Erskine; 1 do, Hare, Pratt & Co; 2 do, Rodgers; 17 do, Moffett; 2 do, Colyer; 3 do, Powell; 22 do, H. Dyer; 10 do, Jaggers; 1 do, G. Smith; 3 do, Sloan & Son; 1 do, Gregg; 1 do, Railway Manager; 1 do, Nichol & Tucker; 5 do, Strand; 3 do, Ebenezer & Hall; 2 do, Kingsland; 1 do, Goodwillie; 3 do, Lewis & Co; 2 do, Hume; 1 do, Cowper & Wilson; 16 do, Brogden & Sons; 1 do, Dunn & Co; 1 do, Goldie; 1 do, Yule & Co; 2 do, Mair & Garven; 1 do, Mitchell & Co; 1 do, Burrows; 9 do, Hay & Co; 3 do, Ivanoe; 1 piano, White; 2 targets and stands, Da glieah; 1 revolver, 200 cartridges, Collect or of Customs. (6, 254, 171, 451)
paragraph: The Provincial Council of Canterbury was opened on the 22nd instant. The Superintendent, in his speech, said that the export of wool from the Province during the past year amounted to £666,195, as against £293,932 during the previous year. The export of grain from the Province during the past year was £183,934, while the total for the whole Colony was only £179,463. The land sales during the past year amounted to £170,000, the greater portion being for bona fide occupation. The railway returns for the past year showed the total receipts to have been £83,030, and total expenditure £40,000. (555, 1381, 734, 1516)
column-3 (370, 44, 549, 1514)
column-divider (552, 44, 553, 1514)
paragraph: The Hon. R. Richardson, Minister of Public Works, is at present on an official visit to Otago. (740, 763, 919, 785)
dateline: LONDON, Nov. 14. (849, 1443, 919, 1454)
divider (36, 191, 141, 192)
divider (955, 1062, 1077, 1063)
mail-item: Benmore, Elbow, Lowther, Athol, Kingston, and Queenstown—Sunday, at 9 p.m. (184, 171, 362, 193)
tide-table-note: High water at Bluff Harbor and Invercargill Jetty. Riverton, one hour earlier. Low water at Riverton Beach, five hours later. Calculated for Invercargill mean time. Add fifteen minutes for telegraph time. (6, 85, 171, 137)
paragraph: Petroleum and sperm oil are unaltered. (933, 1036, 1067, 1047)
mail-item: Ryal Bush—To-morrow, at 3.45 p.m. (184, 117, 312, 128)
mail-item: Pyramid, Switzers, Waikaia, Wyndham, and Waimahaka—On Monday, at 9 p.m. (184, 128, 362, 149)
commercial-heading: COMMERCIAL. (37, 927, 140, 943)
paragraph: The Penshall colliery in Staffordshire has been flooded and 22 miners killed. (925, 524, 1107, 545)
mail-item: Gummy's Bush—This day, at 10.15 a.m. (184, 105, 324, 116)
paragraph: The French National Assembly has been re-opened. (740, 1453, 919, 1474)
tide-day: Sunday (6, 167, 32, 178)
paragraph: A new morning paper for Dunedin is announced. It is to be called "The Morning Star," and is to be published in connection with the night paper which now enjoys a wide circulation under the name of "The Evening Star." (555, 1010, 734, 1063)
subheading: ARRIVED. (66, 471, 111, 481)
dateline: TIMARU, Nov. 28. (851, 1168, 919, 1179)
